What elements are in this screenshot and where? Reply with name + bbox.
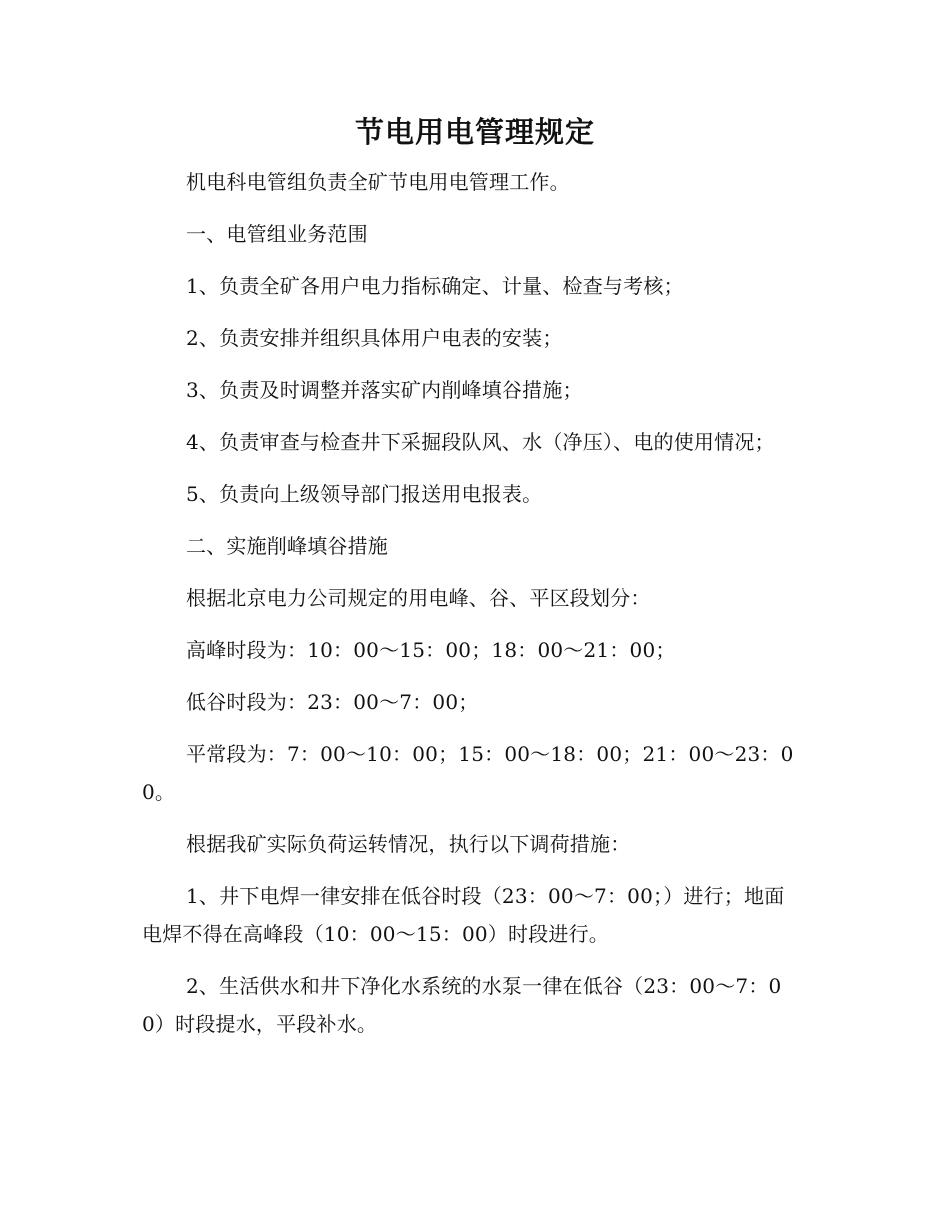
peak-period: 高峰时段为：10：00～15：00；18：00～21：00； — [186, 638, 676, 662]
paragraph-period-intro: 根据北京电力公司规定的用电峰、谷、平区段划分： — [186, 586, 651, 610]
document-body — [142, 163, 802, 1057]
list-item: 1、负责全矿各用户电力指标确定、计量、检查与考核； — [186, 274, 684, 298]
list-item: 3、负责及时调整并落实矿内削峰填谷措施； — [186, 378, 583, 402]
paragraph-intro: 机电科电管组负责全矿节电用电管理工作。 — [186, 170, 570, 194]
list-item: 4、负责审查与检查井下采掘段队风、水（净压）、电的使用情况； — [186, 430, 775, 454]
list-item: 2、负责安排并组织具体用户电表的安装； — [186, 326, 563, 350]
section-heading-1: 一、电管组业务范围 — [186, 222, 368, 246]
valley-period: 低谷时段为：23：00～7：00； — [186, 690, 479, 714]
document-title: 节电用电管理规定 — [354, 115, 595, 149]
measure-item: 1、井下电焊一律安排在低谷时段（23：00～7：00；）进行；地面电焊不得在高峰段（10：00～15：00）时段进行。 — [142, 884, 785, 946]
section-heading-2: 二、实施削峰填谷措施 — [186, 534, 388, 558]
normal-period: 平常段为：7：00～10：00；15：00～18：00；21：00～23：00。 — [142, 742, 794, 804]
list-item: 5、负责向上级领导部门报送用电报表。 — [186, 482, 543, 506]
measure-item: 2、生活供水和井下净化水系统的水泵一律在低谷（23：00～7：00）时段提水，平段补水。 — [142, 974, 782, 1036]
paragraph-measures-intro: 根据我矿实际负荷运转情况，执行以下调荷措施： — [186, 832, 631, 856]
